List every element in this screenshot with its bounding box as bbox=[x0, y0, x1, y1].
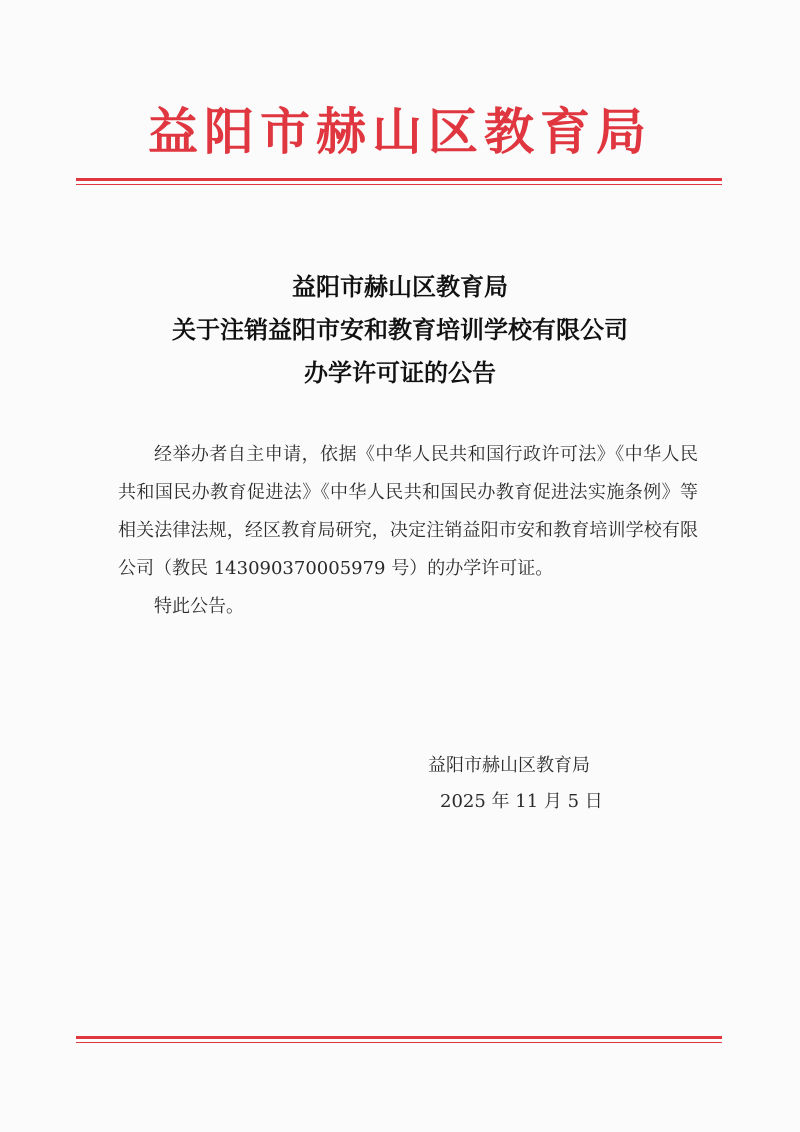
notice-title bbox=[0, 265, 800, 394]
notice-paragraph-closing: 特此公告。 bbox=[154, 596, 244, 617]
notice-title-line-2: 关于注销益阳市安和教育培训学校有限公司 bbox=[172, 315, 628, 344]
letterhead-title: 益阳市赫山区教育局 bbox=[148, 102, 652, 161]
notice-body bbox=[118, 436, 698, 626]
divider-thin-line bbox=[76, 184, 722, 185]
footer-divider bbox=[76, 1036, 722, 1043]
divider-thick-line bbox=[76, 178, 722, 181]
notice-title-line-3: 办学许可证的公告 bbox=[304, 358, 496, 387]
notice-title-line-1: 益阳市赫山区教育局 bbox=[292, 272, 508, 301]
footer-thick-line bbox=[76, 1036, 722, 1039]
signature-block bbox=[380, 748, 650, 820]
letterhead-divider bbox=[76, 178, 722, 185]
signature-org: 益阳市赫山区教育局 bbox=[428, 755, 590, 776]
footer-thin-line bbox=[76, 1042, 722, 1043]
notice-paragraph-main: 经举办者自主申请，依据《中华人民共和国行政许可法》《中华人民共和国民办教育促进法》《中华人民共和国民办教育促进法实施条例》等相关法律法规，经区教育局研究，决定注销益阳市安和教育培训学校有限公司（教民 143090370005979 号）的办学许可证。 bbox=[118, 444, 698, 579]
signature-date: 2025 年 11 月 5 日 bbox=[440, 791, 603, 812]
